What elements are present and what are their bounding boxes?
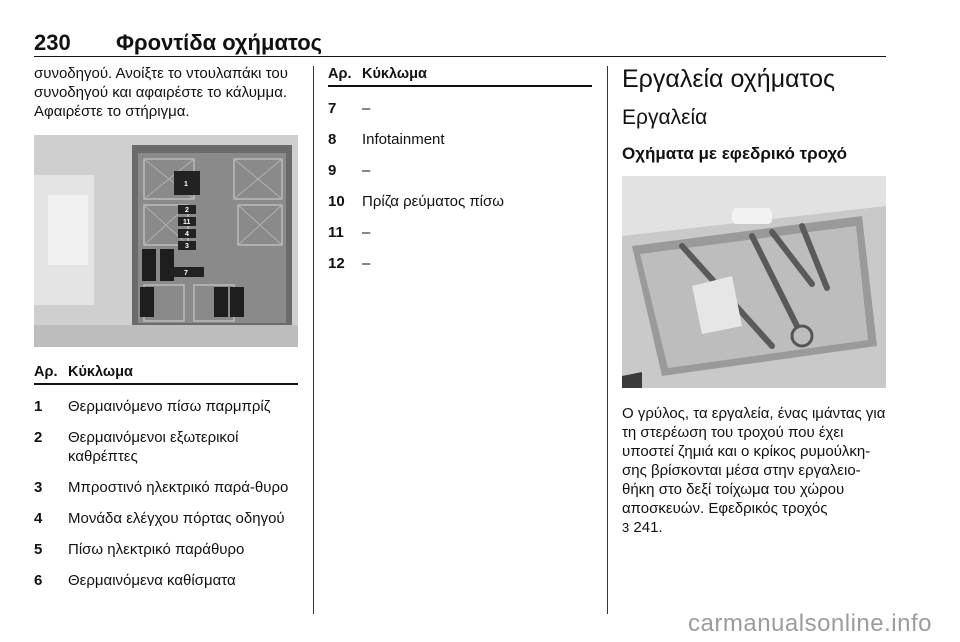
column-left: [34, 64, 298, 590]
page-title: Φροντίδα οχήματος: [116, 30, 323, 55]
page-header: [34, 28, 886, 57]
table-row: 11 –: [328, 224, 371, 241]
fuse-label: 4: [185, 231, 189, 238]
table-row: 12 –: [328, 255, 371, 272]
fuse-table-header: [328, 66, 592, 87]
column-divider: [607, 66, 608, 614]
table-row: 6 Θερμαινόμενα καθίσματα: [34, 572, 236, 589]
table-row: 9 –: [328, 162, 371, 179]
column-header-circuit: Κύκλωμα: [68, 364, 133, 380]
column-right: [622, 64, 886, 537]
fuse-table-header: [34, 364, 298, 385]
fuse-label: 2: [185, 207, 189, 214]
fuse-label: 3: [185, 243, 189, 250]
relay-left-1: [142, 249, 156, 281]
fuse-label: 7: [184, 270, 188, 277]
topic-heading: Οχήματα με εφεδρικό τροχό: [622, 144, 848, 163]
column-middle: [328, 66, 592, 273]
fuse-label: 11: [183, 219, 191, 226]
column-header-num: Αρ.: [34, 364, 58, 380]
page-reference[interactable]: 3 241.: [622, 519, 663, 536]
column-header-circuit: Κύκλωμα: [362, 66, 427, 82]
column-header-num: Αρ.: [328, 66, 352, 82]
page-number: 230: [34, 30, 71, 55]
table-row: 7 –: [328, 100, 371, 117]
tool-compartment-photo: [622, 176, 886, 388]
fuse-box-illustration: [34, 135, 298, 347]
intro-text: συνοδηγού. Ανοίξτε το ντουλαπάκι του συνοδηγού και αφαιρέστε το κάλυμμα. Αφαιρέστε το στήριγμα.: [34, 65, 288, 120]
fuse-box-photo: [34, 135, 298, 347]
subsection-heading: Εργαλεία: [622, 106, 708, 129]
table-row: 5 Πίσω ηλεκτρικό παράθυρο: [34, 541, 245, 558]
section-heading: Εργαλεία οχήματος: [622, 65, 836, 93]
fuse-label: 1: [184, 181, 188, 188]
table-row: 4 Μονάδα ελέγχου πόρτας οδηγού: [34, 510, 285, 527]
table-row: 3 Μπροστινό ηλεκτρικό παρά-θυρο: [34, 479, 289, 496]
table-row: 2 Θερμαινόμενοι εξωτερικοί καθρέπτες: [34, 429, 239, 465]
watermark: carmanualsonline.info: [688, 610, 932, 637]
tool-compartment-illustration: [622, 176, 886, 388]
reference-arrow-icon: 3: [622, 520, 630, 535]
table-row: 10 Πρίζα ρεύματος πίσω: [328, 193, 504, 210]
tools-description: Ο γρύλος, τα εργαλεία, ένας ιμάντας για τη στερέωση του τροχού που έχει υποστεί ζημιά και ο κρίκος ρυμούλκη-σης βρίσκονται μέσα στην εργαλειο-θήκη στο δεξί τοίχωμα του χώρου αποσκευών. Εφεδρικός τροχός 3 241.: [622, 405, 886, 536]
column-divider: [313, 66, 314, 614]
table-row: 1 Θερμαινόμενο πίσω παρμπρίζ: [34, 398, 271, 415]
table-row: 8 Infotainment: [328, 131, 445, 148]
